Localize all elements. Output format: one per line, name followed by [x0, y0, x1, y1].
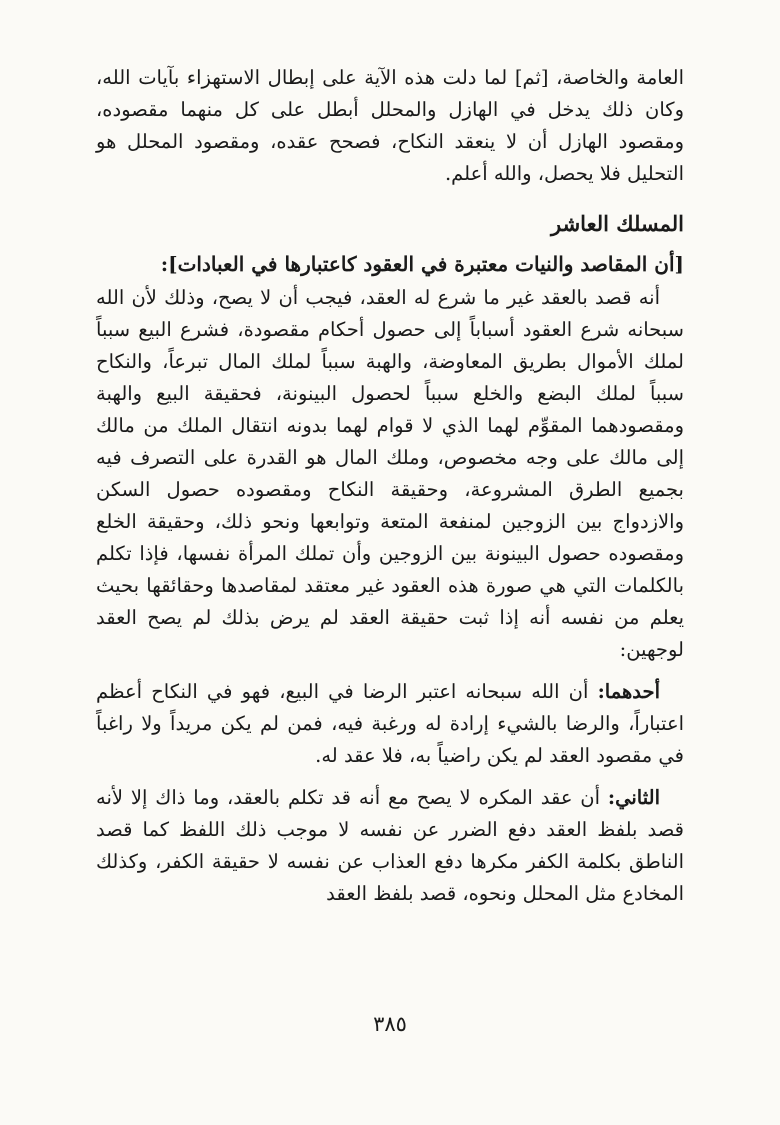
second-point-paragraph	[96, 782, 684, 910]
paragraph-gap	[96, 772, 684, 782]
section-subtitle: [أن المقاصد والنيات معتبرة في العقود كاعتبارها في العبادات]:	[160, 252, 684, 276]
section-title: المسلك العاشر	[550, 211, 684, 236]
intro-paragraph: العامة والخاصة، [ثم] لما دلت هذه الآية على إبطال الاستهزاء بآيات الله، وكان ذلك يدخل في الهازل والمحلل أبطل على كل منهما مقصوده، ومقصود الهازل أن لا ينعقد النكاح، فصحح عقده، ومقصود المحلل هو التحليل فلا يحصل، والله أعلم.	[96, 66, 684, 185]
main-paragraph: أنه قصد بالعقد غير ما شرع له العقد، فيجب أن لا يصح، وذلك لأن الله سبحانه شرع العقود أسباباً إلى حصول أحكام مقصودة، فشرع البيع سبباً لملك الأموال بطريق المعاوضة، والهبة سبباً لملك المال تبرعاً، والنكاح سبباً لملك البضع والخلع سبباً لحصول البينونة، فحقيقة البيع والهبة ومقصودهما المقوِّم لهما الذي لا قوام لهما بدونه انتقال الملك من مالك إلى مالك على وجه مخصوص، وملك المال هو القدرة على التصرف فيه بجميع الطرق المشروعة، وحقيقة النكاح ومقصوده حصول السكن والازدواج بين الزوجين لمنفعة المتعة وتوابعها ونحو ذلك، وحقيقة الخلع ومقصوده حصول البينونة بين الزوجين وأن تملك المرأة نفسها، فإذا تكلم بالكلمات التي هي صورة هذه العقود غير معتقد لمقاصدها وحقائقها بحيث يعلم من نفسه أنه إذا ثبت حقيقة العقد لم يرض بذلك لم يصح العقد لوجهين:	[96, 286, 684, 661]
second-point-text: أن عقد المكره لا يصح مع أنه قد تكلم بالعقد، وما ذاك إلا لأنه قصد بلفظ العقد دفع الضرر عن نفسه لا موجب ذلك اللفظ كما قصد الناطق بكلمة الكفر مكرها دفع العذاب عن نفسه لا حقيقة الكفر، وكذلك المخادع مثل المحلل ونحوه، قصد بلفظ العقد	[96, 786, 684, 905]
page-number: ٣٨٥	[373, 1012, 407, 1036]
first-point-text: أن الله سبحانه اعتبر الرضا في البيع، فهو في النكاح أعظم اعتباراً، والرضا بالشيء إرادة له ورغبة فيه، فمن لم يكن مريداً ولا راغباً في مقصود العقد لم يكن راضياً به، فلا عقد له.	[96, 680, 684, 767]
first-point-lead: أحدهما:	[597, 680, 660, 703]
page-body	[96, 62, 684, 910]
paragraph-gap	[96, 666, 684, 676]
second-point-lead: الثاني:	[607, 786, 660, 809]
first-point-paragraph	[96, 676, 684, 772]
